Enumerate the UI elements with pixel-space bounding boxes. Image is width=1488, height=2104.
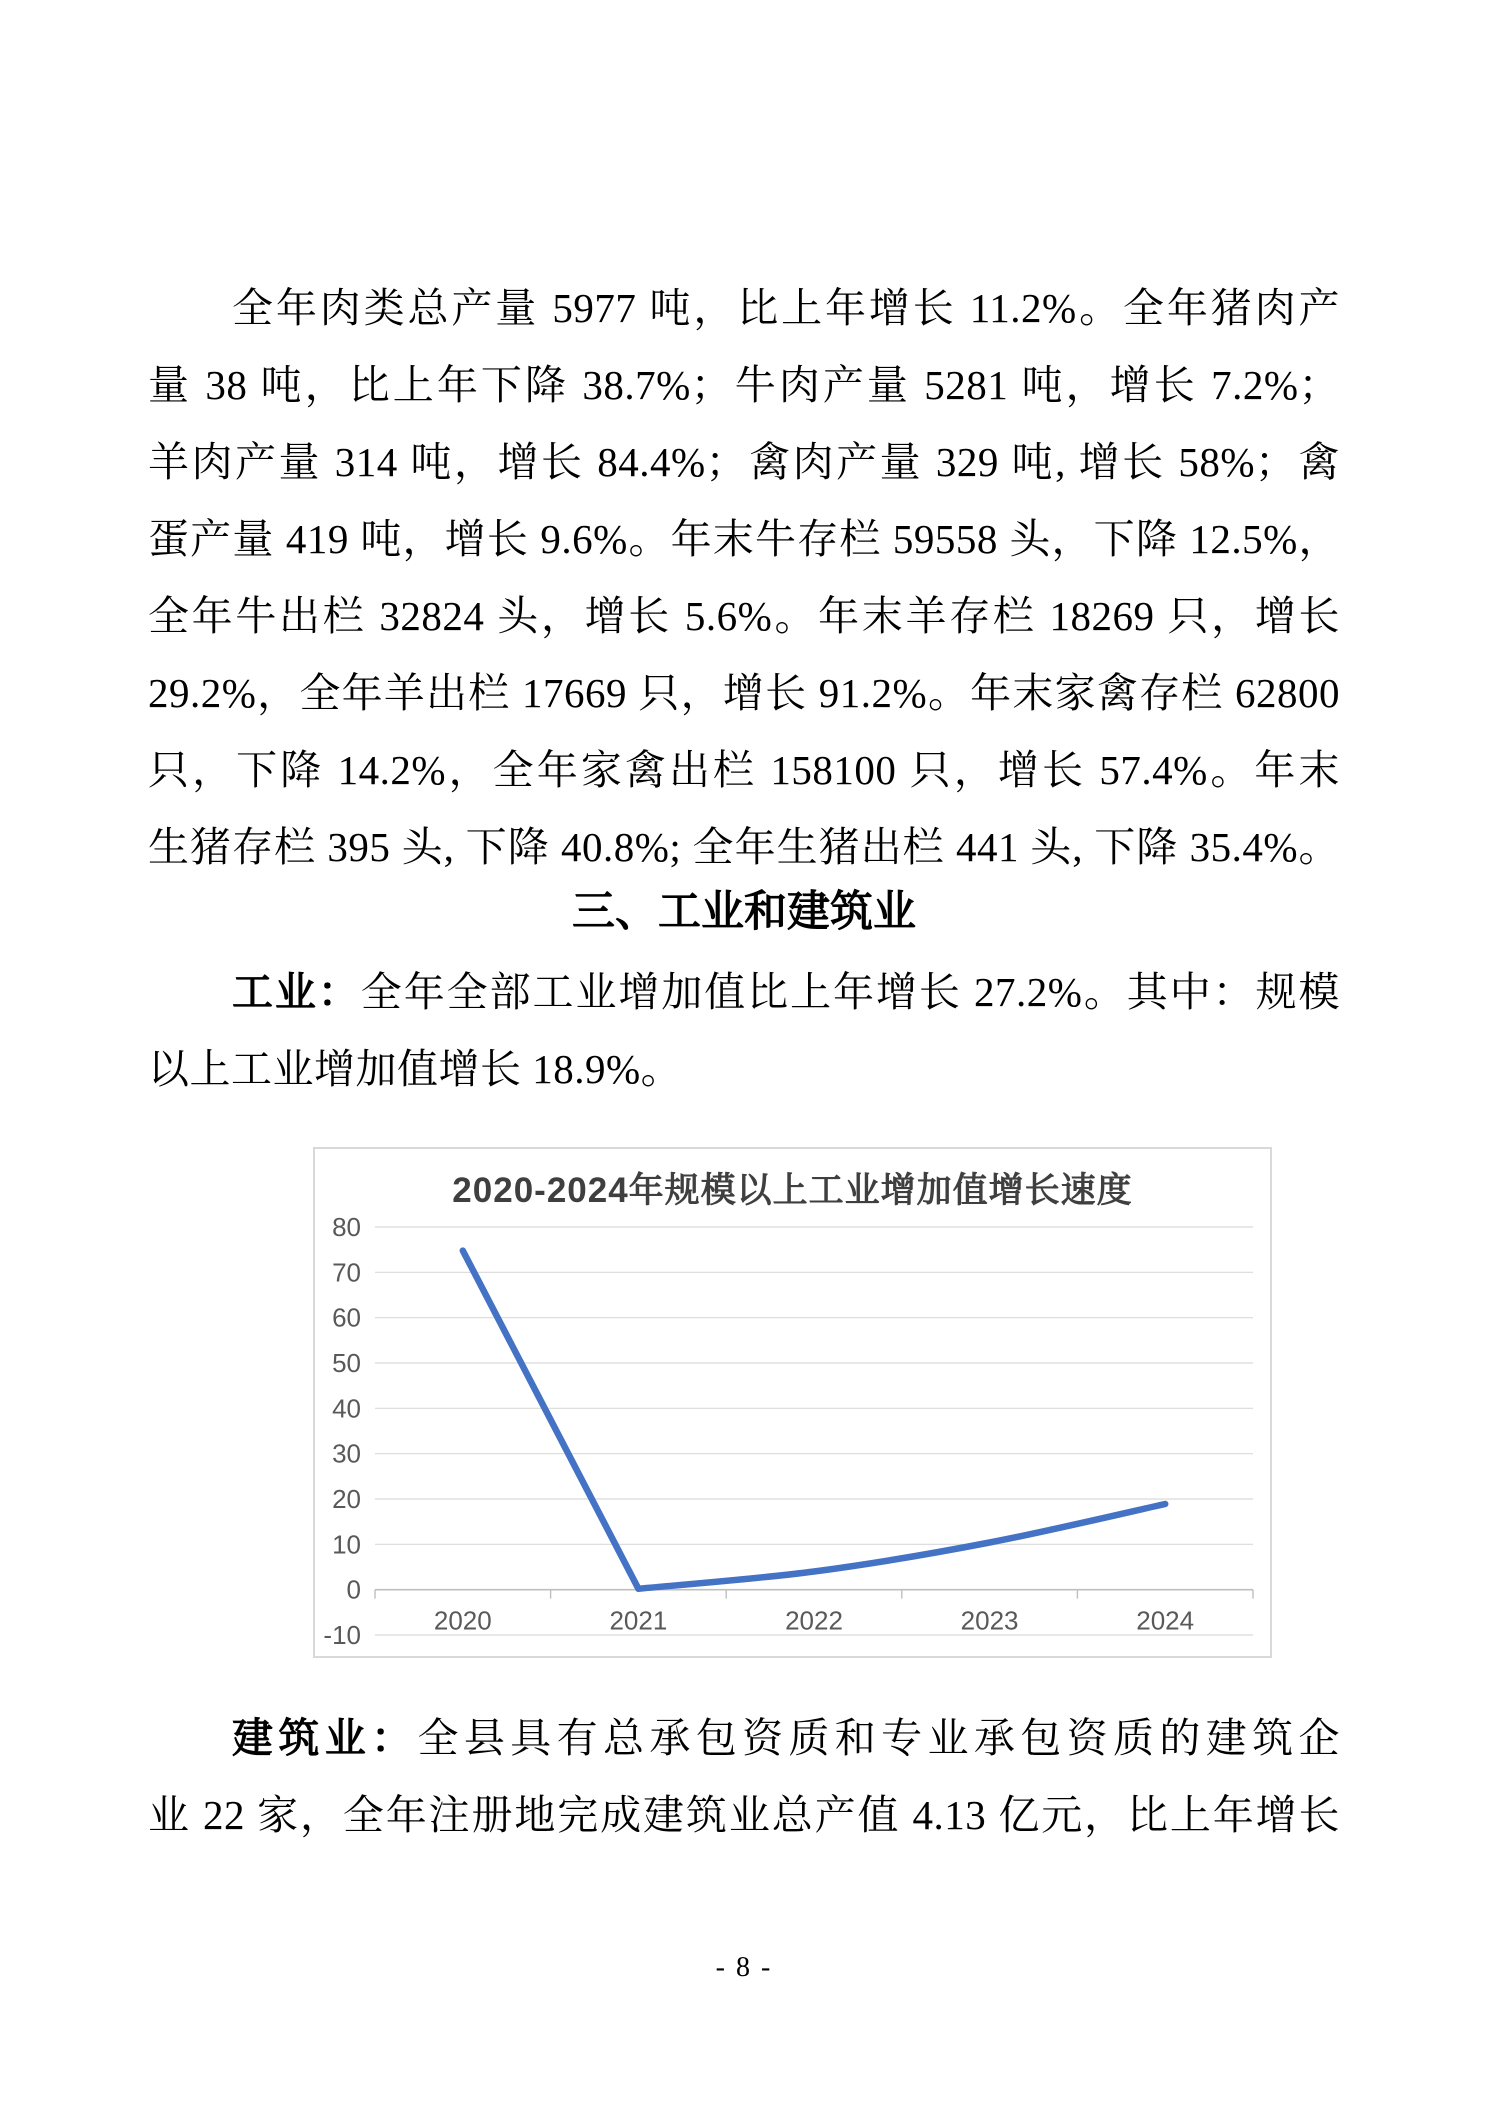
construction-label: 建筑业： <box>232 1715 418 1761</box>
text-line: 生猪存栏 395 头, 下降 40.8%; 全年生猪出栏 441 头, 下降 35.4%。 <box>148 824 1340 870</box>
text-line: 蛋产量 419 吨，增长 9.6%。年末牛存栏 59558 头，下降 12.5%， <box>148 516 1340 562</box>
svg-text:2020: 2020 <box>433 1605 492 1636</box>
svg-text:2024: 2024 <box>1136 1605 1195 1636</box>
text-line: 羊肉产量 314 吨，增长 84.4%；禽肉产量 329 吨, 增长 58%；禽 <box>148 439 1340 485</box>
svg-text:2021: 2021 <box>609 1605 668 1636</box>
text-line <box>148 954 1340 1031</box>
paragraph-industry <box>148 954 1340 1108</box>
section-heading: 三、工业和建筑业 <box>572 888 916 936</box>
text-line: 全年肉类总产量 5977 吨，比上年增长 11.2%。全年猪肉产 <box>232 285 1340 331</box>
text-line: 只，下降 14.2%，全年家禽出栏 158100 只，增长 57.4%。年末 <box>148 747 1340 793</box>
svg-text:30: 30 <box>332 1438 361 1469</box>
construction-text: 全县具有总承包资质和专业承包资质的建筑企 <box>417 1715 1341 1761</box>
svg-text:2023: 2023 <box>960 1605 1019 1636</box>
text-line: 以上工业增加值增长 18.9%。 <box>148 1046 683 1092</box>
line-chart-canvas <box>315 1149 1270 1656</box>
paragraph-construction <box>148 1700 1340 1854</box>
page-number: - 8 - <box>715 1952 773 1983</box>
svg-text:20: 20 <box>332 1484 361 1514</box>
text-line <box>148 1700 1340 1777</box>
svg-text:10: 10 <box>332 1529 361 1560</box>
industry-label: 工业： <box>232 969 361 1015</box>
text-line: 业 22 家，全年注册地完成建筑业总产值 4.13 亿元，比上年增长 <box>148 1792 1340 1838</box>
svg-text:70: 70 <box>332 1257 361 1288</box>
industry-text: 全年全部工业增加值比上年增长 27.2%。其中：规模 <box>360 969 1340 1015</box>
industry-growth-chart <box>313 1147 1272 1658</box>
svg-text:0: 0 <box>346 1574 361 1605</box>
chart-title: 2020-2024年规模以上工业增加值增长速度 <box>452 1171 1133 1210</box>
paragraph-livestock <box>148 270 1340 886</box>
text-line: 量 38 吨，比上年下降 38.7%；牛肉产量 5281 吨，增长 7.2%； <box>148 362 1340 408</box>
text-line: 29.2%，全年羊出栏 17669 只，增长 91.2%。年末家禽存栏 62800 <box>148 670 1340 716</box>
text-line: 全年牛出栏 32824 头，增长 5.6%。年末羊存栏 18269 只，增长 <box>148 593 1340 639</box>
svg-text:2022: 2022 <box>785 1605 843 1636</box>
svg-text:80: 80 <box>332 1212 361 1242</box>
svg-text:40: 40 <box>332 1393 361 1424</box>
svg-text:50: 50 <box>332 1348 361 1378</box>
svg-text:-10: -10 <box>323 1620 361 1650</box>
svg-text:60: 60 <box>332 1302 361 1333</box>
